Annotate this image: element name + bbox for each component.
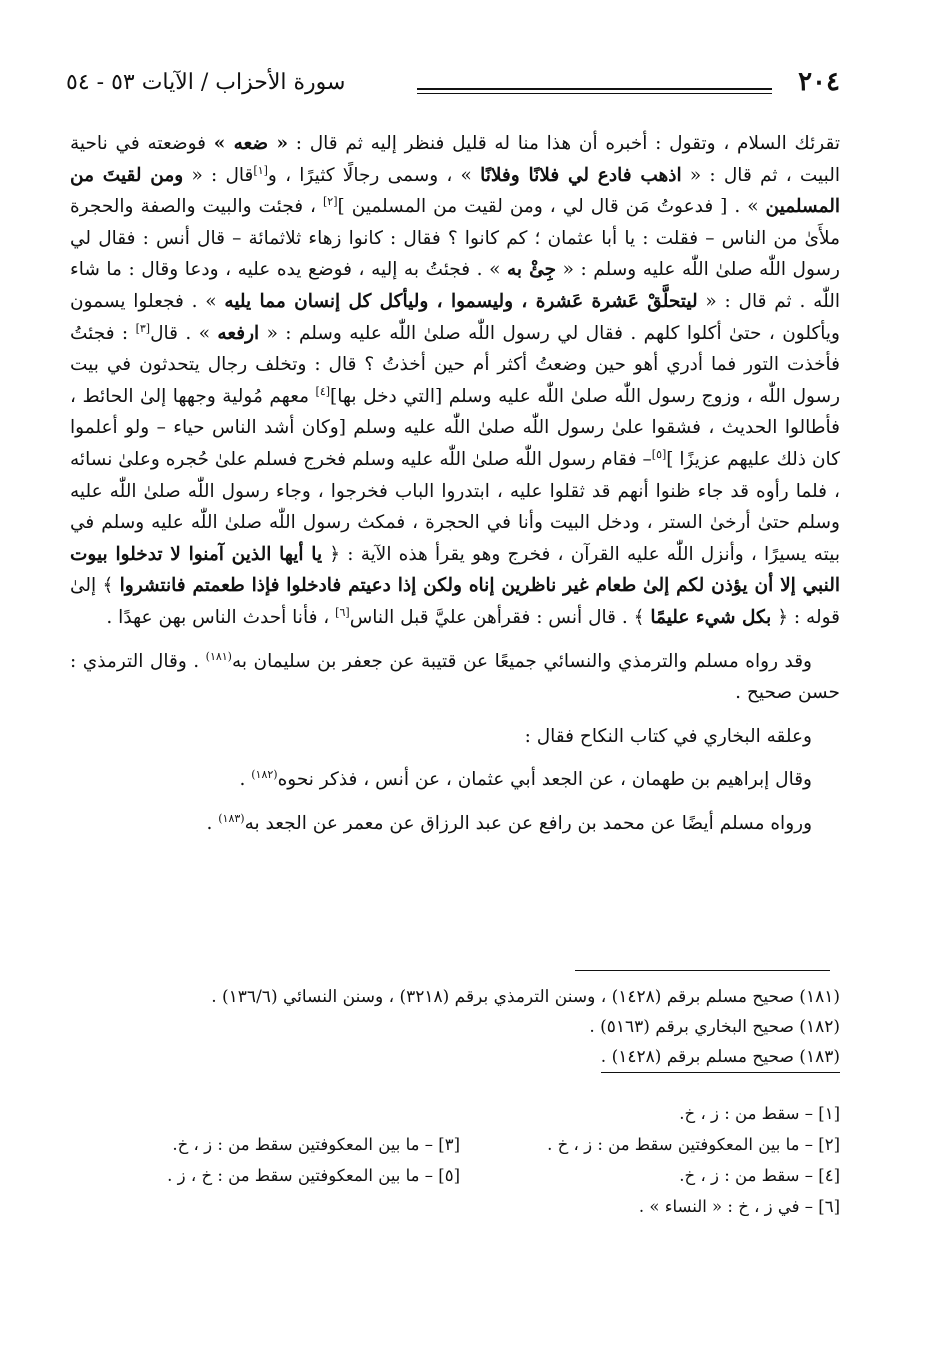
variant-ref: [١] (253, 163, 268, 177)
variant-row (80, 1098, 840, 1129)
narration-paragraph: وقد رواه مسلم والترمذي والنسائي جميعًا عن قتيبة عن جعفر بن سليمان به$^{(١٨١)}$ . وقال الترمذي : حسن صحيح . (70, 649, 840, 704)
page-header (66, 66, 840, 106)
variant-ref: [٥] (651, 447, 667, 461)
narration-paragraph: ورواه مسلم أيضًا عن محمد بن رافع عن عبد الرزاق عن معمر عن الجعد به$^{(١٨٣)}$ . (206, 811, 812, 834)
header-rule (417, 88, 772, 94)
variant-note: [٦] – في ز ، خ : « النساء » . (638, 1197, 840, 1216)
footnote: (١٨٢) صحيح البخاري برقم (٥١٦٣) . (589, 1017, 840, 1037)
variant-note: [٣] – ما بين المعكوفتين سقط من : ز ، خ. (172, 1135, 460, 1154)
footnote-ref: (١٨١) (205, 649, 232, 663)
surah-title: سورة الأحزاب / الآيات ٥٣ - ٥٤ (66, 70, 346, 95)
narration-paragraph: وعلقه البخاري في كتاب النكاح فقال : (524, 725, 812, 747)
variant-note: [٤] – سقط من : ز ، خ. (679, 1166, 840, 1185)
variant-row (80, 1160, 840, 1191)
main-text (70, 128, 840, 839)
footnote-separator (575, 970, 830, 971)
footnote: (١٨١) صحيح مسلم برقم (١٤٢٨) ، وسنن الترمذي برقم (٣٢١٨) ، وسنن النسائي (١٣٦/٦) . (211, 987, 840, 1007)
variant-note: [٥] – ما بين المعكوفتين سقط من : خ ، ز . (167, 1166, 460, 1185)
variant-row (80, 1191, 840, 1222)
variant-ref: [٦] (335, 605, 350, 619)
variant-ref: [٢] (322, 195, 338, 209)
footnote-ref: (١٨٣) (218, 811, 245, 825)
variant-ref: [٤] (315, 384, 331, 398)
variant-note: [٢] – ما بين المعكوفتين سقط من : ز ، خ . (547, 1135, 840, 1154)
footnote: (١٨٣) صحيح مسلم برقم (١٤٢٨) . (601, 1042, 840, 1073)
page-number: ٢٠٤ (798, 67, 840, 97)
hadith-paragraph: تقرئك السلام ، وتقول : أخبره أن هذا منا له قليل فنظر إليه ثم قال : « ضعه » فوضعته في ناحية البيت ، ثم قال : « اذهب فادع لي فلانًا وفلانًا » ، وسمى رجالًا كثيرًا ، و[١]قال : « ومن لقيتَ من المسلمين » . [ فدعوتُ مَن قال لي ، ومن لقيت من المسلمين ][٢] ، فجئت والبيت والصفة والحجرة ملأَىٰ من الناس – فقلت : يا أبا عثمان ؛ كم كانوا ؟ فقال : كانوا زهاء ثلاثمائة – قال أنس : فقال لي رسول اللّٰه صلىٰ اللّٰه عليه وسلم : « جِئْ به » . فجئتُ به إليه ، فوضع يده عليه ، ودعا وقال : ما شاء اللّٰه . ثم قال : « ليتحلَّقْ عَشرة عَشرة ، وليسموا ، وليأكل كل إنسان مما يليه » . فجعلوا يسمون ويأكلون ، حتىٰ أكلوا كلهم . فقال لي رسول اللّٰه صلىٰ اللّٰه عليه وسلم : « ارفعه » . قال[٣] : فجئتُ فأخذت التور فما أدري أهو حين وضعتُ أكثر أم حين أخذتُ ؟ قال : وتخلف رجال يتحدثون في بيت رسول اللّٰه ، وزوج رسول اللّٰه صلىٰ اللّٰه عليه وسلم [التي دخل بها][٤] معهم مُولية وجهها إلىٰ الحائط ، فأطالوا الحديث ، فشقوا علىٰ رسول اللّٰه صلىٰ اللّٰه عليه وسلم [وكان أشد الناس حياء – ولو أعلموا كان ذلك عليهم عزيزًا ][٥]– فقام رسول اللّٰه صلىٰ اللّٰه عليه وسلم فخرج فسلم علىٰ حُجره وعلىٰ نسائه ، فلما رأوه قد جاء ظنوا أنهم قد ثقلوا عليه ، ابتدروا الباب فخرجوا ، وجاء رسول اللّٰه صلىٰ اللّٰه عليه وسلم حتىٰ أرخىٰ الستر ، ودخل البيت وأنا في الحجرة ، فمكث رسول اللّٰه صلىٰ اللّٰه عليه وسلم في بيته يسيرًا ، وأنزل اللّٰه عليه القرآن ، فخرج وهو يقرأ هذه الآية : ﴿ يا أيها الذين آمنوا لا تدخلوا بيوت النبي إلا أن يؤذن لكم إلىٰ طعام غير ناظرين إناه ولكن إذا دعيتم فادخلوا فإذا طعمتم فانتشروا ﴾ إلىٰ قوله : ﴿ بكل شيء عليمًا ﴾ . قال أنس : فقرأهن عليَّ قبل الناس[٦] ، فأنا أحدث الناس بهن عهدًا . (70, 133, 840, 628)
footnotes (80, 982, 840, 1073)
variant-ref: [٣] (135, 321, 151, 335)
variant-row (80, 1129, 840, 1160)
manuscript-variants (80, 1098, 840, 1222)
quran-verse-end: بكل شيء عليمًا (650, 606, 772, 628)
quran-verse: يا أيها الذين آمنوا لا تدخلوا بيوت النبي إلا أن يؤذن لكم إلىٰ طعام غير ناظرين إناه ولكن إذا دعيتم فادخلوا فإذا طعمتم فانتشروا (70, 543, 840, 597)
footnote-ref: (١٨٢) (251, 768, 278, 782)
narration-paragraph: وقال إبراهيم بن طهمان ، عن الجعد أبي عثمان ، عن أنس ، فذكر نحوه$^{(١٨٢)}$ . (239, 768, 812, 791)
variant-note: [١] – سقط من : ز ، خ. (679, 1104, 840, 1123)
